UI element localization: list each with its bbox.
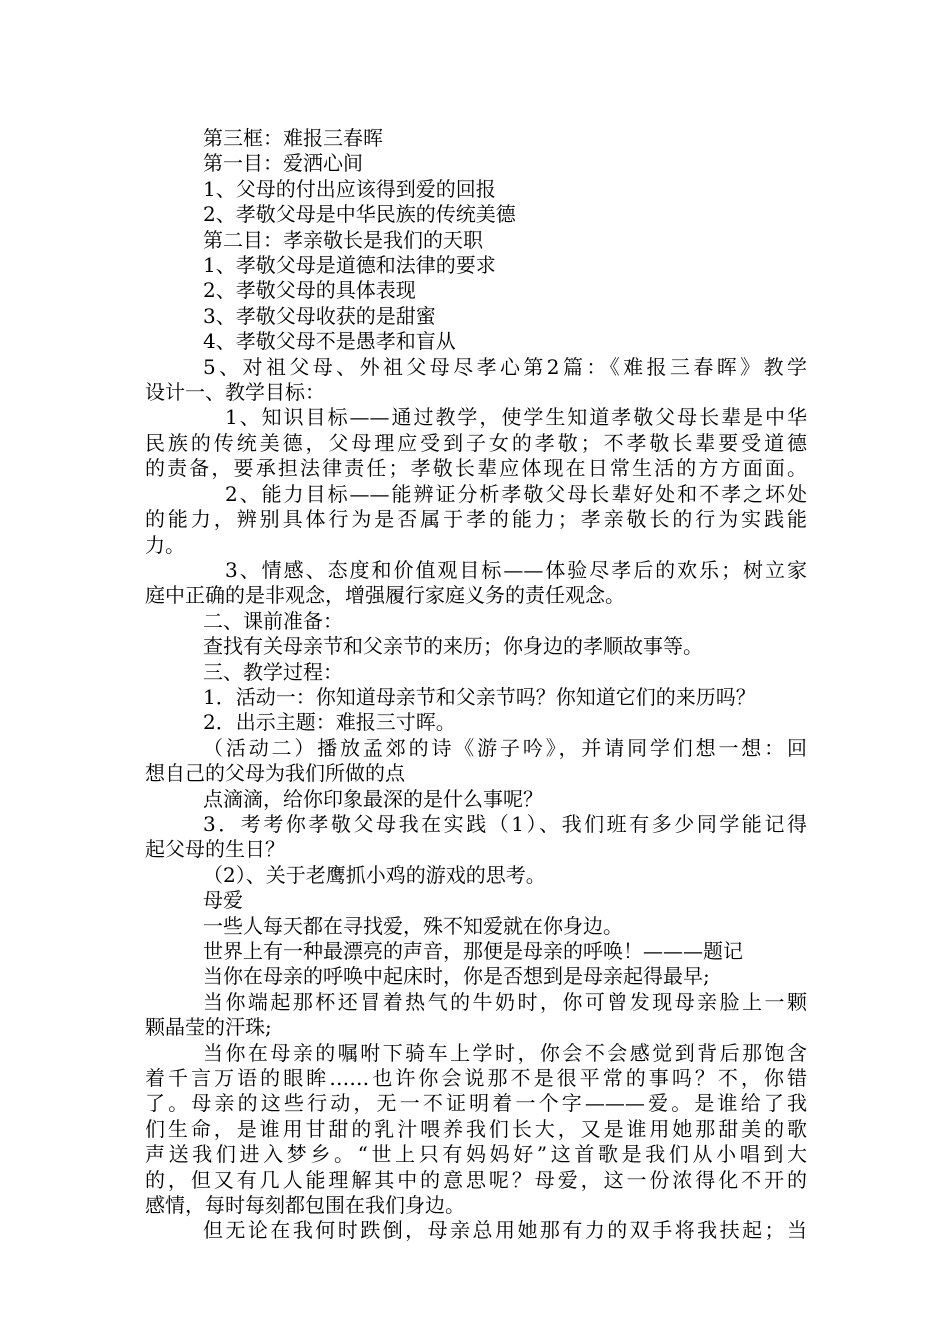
text-line: 查找有关母亲节和父亲节的来历；你身边的孝顺故事等。 (203, 634, 703, 659)
text-line: 点滴滴，给你印象最深的是什么事呢？ (203, 786, 543, 811)
text-line: 1、知识目标——通过教学，使学生知道孝敬父母长辈是中华 (225, 405, 807, 430)
text-line: 的能力，辨别具体行为是否属于孝的能力；孝亲敬长的行为实践能 (145, 507, 807, 532)
text-line: 3、情感、态度和价值观目标——体验尽孝后的欢乐；树立家 (225, 557, 807, 582)
document-body (145, 126, 807, 1244)
text-line: 但无论在我何时跌倒，母亲总用她那有力的双手将我扶起；当 (203, 1218, 807, 1243)
text-line: 5、对祖父母、外祖父母尽孝心第2篇：《难报三春晖》教学 (203, 354, 807, 379)
text-line: 了。母亲的这些行动，无一不证明着一个字———爱。是谁给了我 (145, 1091, 807, 1116)
text-line: 世界上有一种最漂亮的声音，那便是母亲的呼唤！———题记 (203, 939, 743, 963)
subsection-heading: 第一目：爱洒心间 (203, 151, 363, 176)
text-line: （活动二）播放孟郊的诗《游子吟》，并请同学们想一想：回 (203, 735, 807, 760)
text-line: 的责备，要承担法律责任；孝敬长辈应体现在日常生活的方方面面。 (145, 456, 807, 481)
section-heading: 二、课前准备： (203, 608, 343, 633)
text-line: 当你在母亲的嘱咐下骑车上学时，你会不会感觉到背后那饱含 (203, 1040, 807, 1065)
text-line: 2．出示主题：难报三寸晖。 (203, 710, 456, 735)
text-line: 的，但又有几人能理解其中的意思呢？母爱，这一份浓得化不开的 (145, 1167, 807, 1192)
text-line: 声送我们进入梦乡。“世上只有妈妈好”这首歌是我们从小唱到大 (145, 1142, 807, 1167)
text-line: 1、孝敬父母是道德和法律的要求 (203, 253, 496, 278)
subsection-heading: 母爱 (203, 888, 243, 913)
text-line: 3．考考你孝敬父母我在实践（1）、我们班有多少同学能记得 (203, 811, 807, 836)
text-line: 当你端起那杯还冒着热气的牛奶时，你可曾发现母亲脸上一颗 (203, 989, 807, 1014)
text-line: 庭中正确的是非观念，增强履行家庭义务的责任观念。 (145, 583, 625, 608)
text-line: 2、能力目标——能辨证分析孝敬父母长辈好处和不孝之坏处 (225, 481, 807, 506)
text-line: 3、孝敬父母收获的是甜蜜 (203, 303, 436, 328)
section-heading: 第三框：难报三春晖 (203, 126, 383, 150)
text-line: 民族的传统美德，父母理应受到子女的孝敬；不孝敬长辈要受道德 (145, 430, 807, 455)
text-line: 们生命，是谁用甘甜的乳汁喂养我们长大，又是谁用她那甜美的歌 (145, 1116, 807, 1141)
text-line: 1、父母的付出应该得到爱的回报 (203, 176, 496, 201)
text-line: 设计一、教学目标： (145, 380, 325, 405)
text-line: 4、孝敬父母不是愚孝和盲从 (203, 329, 456, 354)
text-line: 起父母的生日？ (145, 837, 285, 862)
section-heading: 三、教学过程： (203, 659, 343, 684)
subsection-heading: 第二目：孝亲敬长是我们的天职 (203, 227, 483, 252)
text-line: 当你在母亲的呼唤中起床时，你是否想到是母亲起得最早; (203, 964, 710, 989)
text-line: 2、孝敬父母的具体表现 (203, 278, 416, 303)
text-line: 一些人每天都在寻找爱，殊不知爱就在你身边。 (203, 913, 623, 938)
text-line: 1．活动一：你知道母亲节和父亲节吗？你知道它们的来历吗？ (203, 684, 756, 709)
text-line: （2）、关于老鹰抓小鸡的游戏的思考。 (203, 862, 546, 887)
text-line: 力。 (145, 532, 185, 557)
text-line: 颗晶莹的汗珠; (145, 1015, 272, 1040)
text-line: 想自己的父母为我们所做的点 (145, 761, 405, 786)
text-line: 2、孝敬父母是中华民族的传统美德 (203, 202, 516, 227)
text-line: 着千言万语的眼眸……也许你会说那不是很平常的事吗？不，你错 (145, 1066, 807, 1091)
text-line: 感情，每时每刻都包围在我们身边。 (145, 1193, 465, 1218)
